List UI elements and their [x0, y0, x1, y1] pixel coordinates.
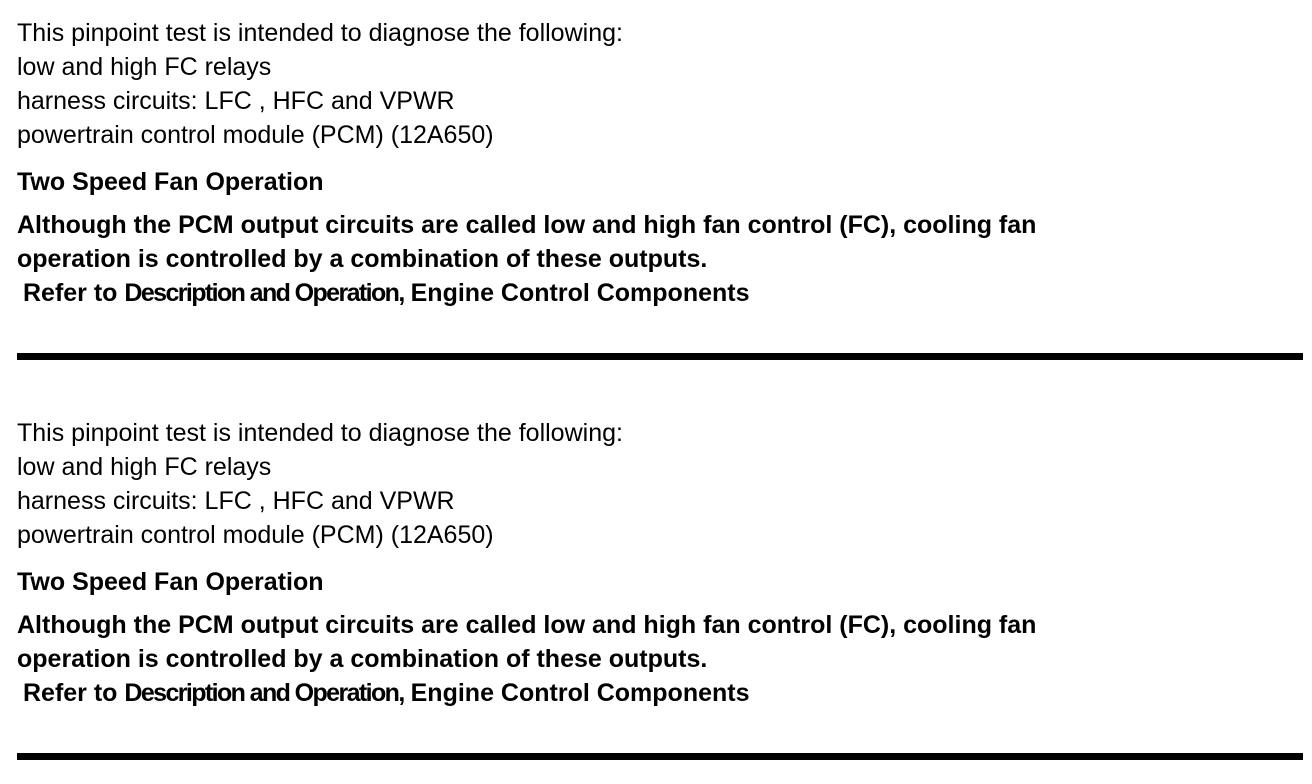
refer-line — [17, 676, 1303, 710]
pinpoint-test-section-2 — [17, 360, 1303, 760]
intro-line: harness circuits: LFC , HFC and VPWR — [17, 487, 455, 515]
section-divider — [17, 353, 1303, 360]
intro-line: powertrain control module (PCM) (12A650) — [17, 121, 494, 149]
pinpoint-test-section-1 — [17, 0, 1303, 360]
refer-prefix: Refer to — [23, 279, 125, 307]
intro-line: powertrain control module (PCM) (12A650) — [17, 521, 494, 549]
section-heading: Two Speed Fan Operation — [17, 568, 324, 596]
refer-prefix: Refer to — [23, 679, 125, 707]
intro-line: low and high FC relays — [17, 453, 272, 481]
intro-line: This pinpoint test is intended to diagnose the following: — [17, 419, 623, 447]
section-divider — [17, 753, 1303, 760]
bold-paragraph-line: Although the PCM output circuits are called low and high fan control (FC), cooling fan — [17, 611, 1037, 639]
refer-suffix: Engine Control Components — [403, 679, 750, 707]
intro-line: harness circuits: LFC , HFC and VPWR — [17, 87, 455, 115]
refer-line — [17, 276, 1303, 310]
intro-line: low and high FC relays — [17, 53, 272, 81]
bold-paragraph-line: Although the PCM output circuits are called low and high fan control (FC), cooling fan — [17, 211, 1037, 239]
refer-suffix: Engine Control Components — [403, 279, 750, 307]
description-and-operation-reference: Description and Operation, — [124, 679, 404, 707]
bold-paragraph-line: operation is controlled by a combination of these outputs. — [17, 645, 708, 673]
description-and-operation-reference: Description and Operation, — [124, 279, 404, 307]
section-heading: Two Speed Fan Operation — [17, 168, 324, 196]
bold-paragraph-line: operation is controlled by a combination of these outputs. — [17, 245, 708, 273]
intro-line: This pinpoint test is intended to diagnose the following: — [17, 19, 623, 47]
